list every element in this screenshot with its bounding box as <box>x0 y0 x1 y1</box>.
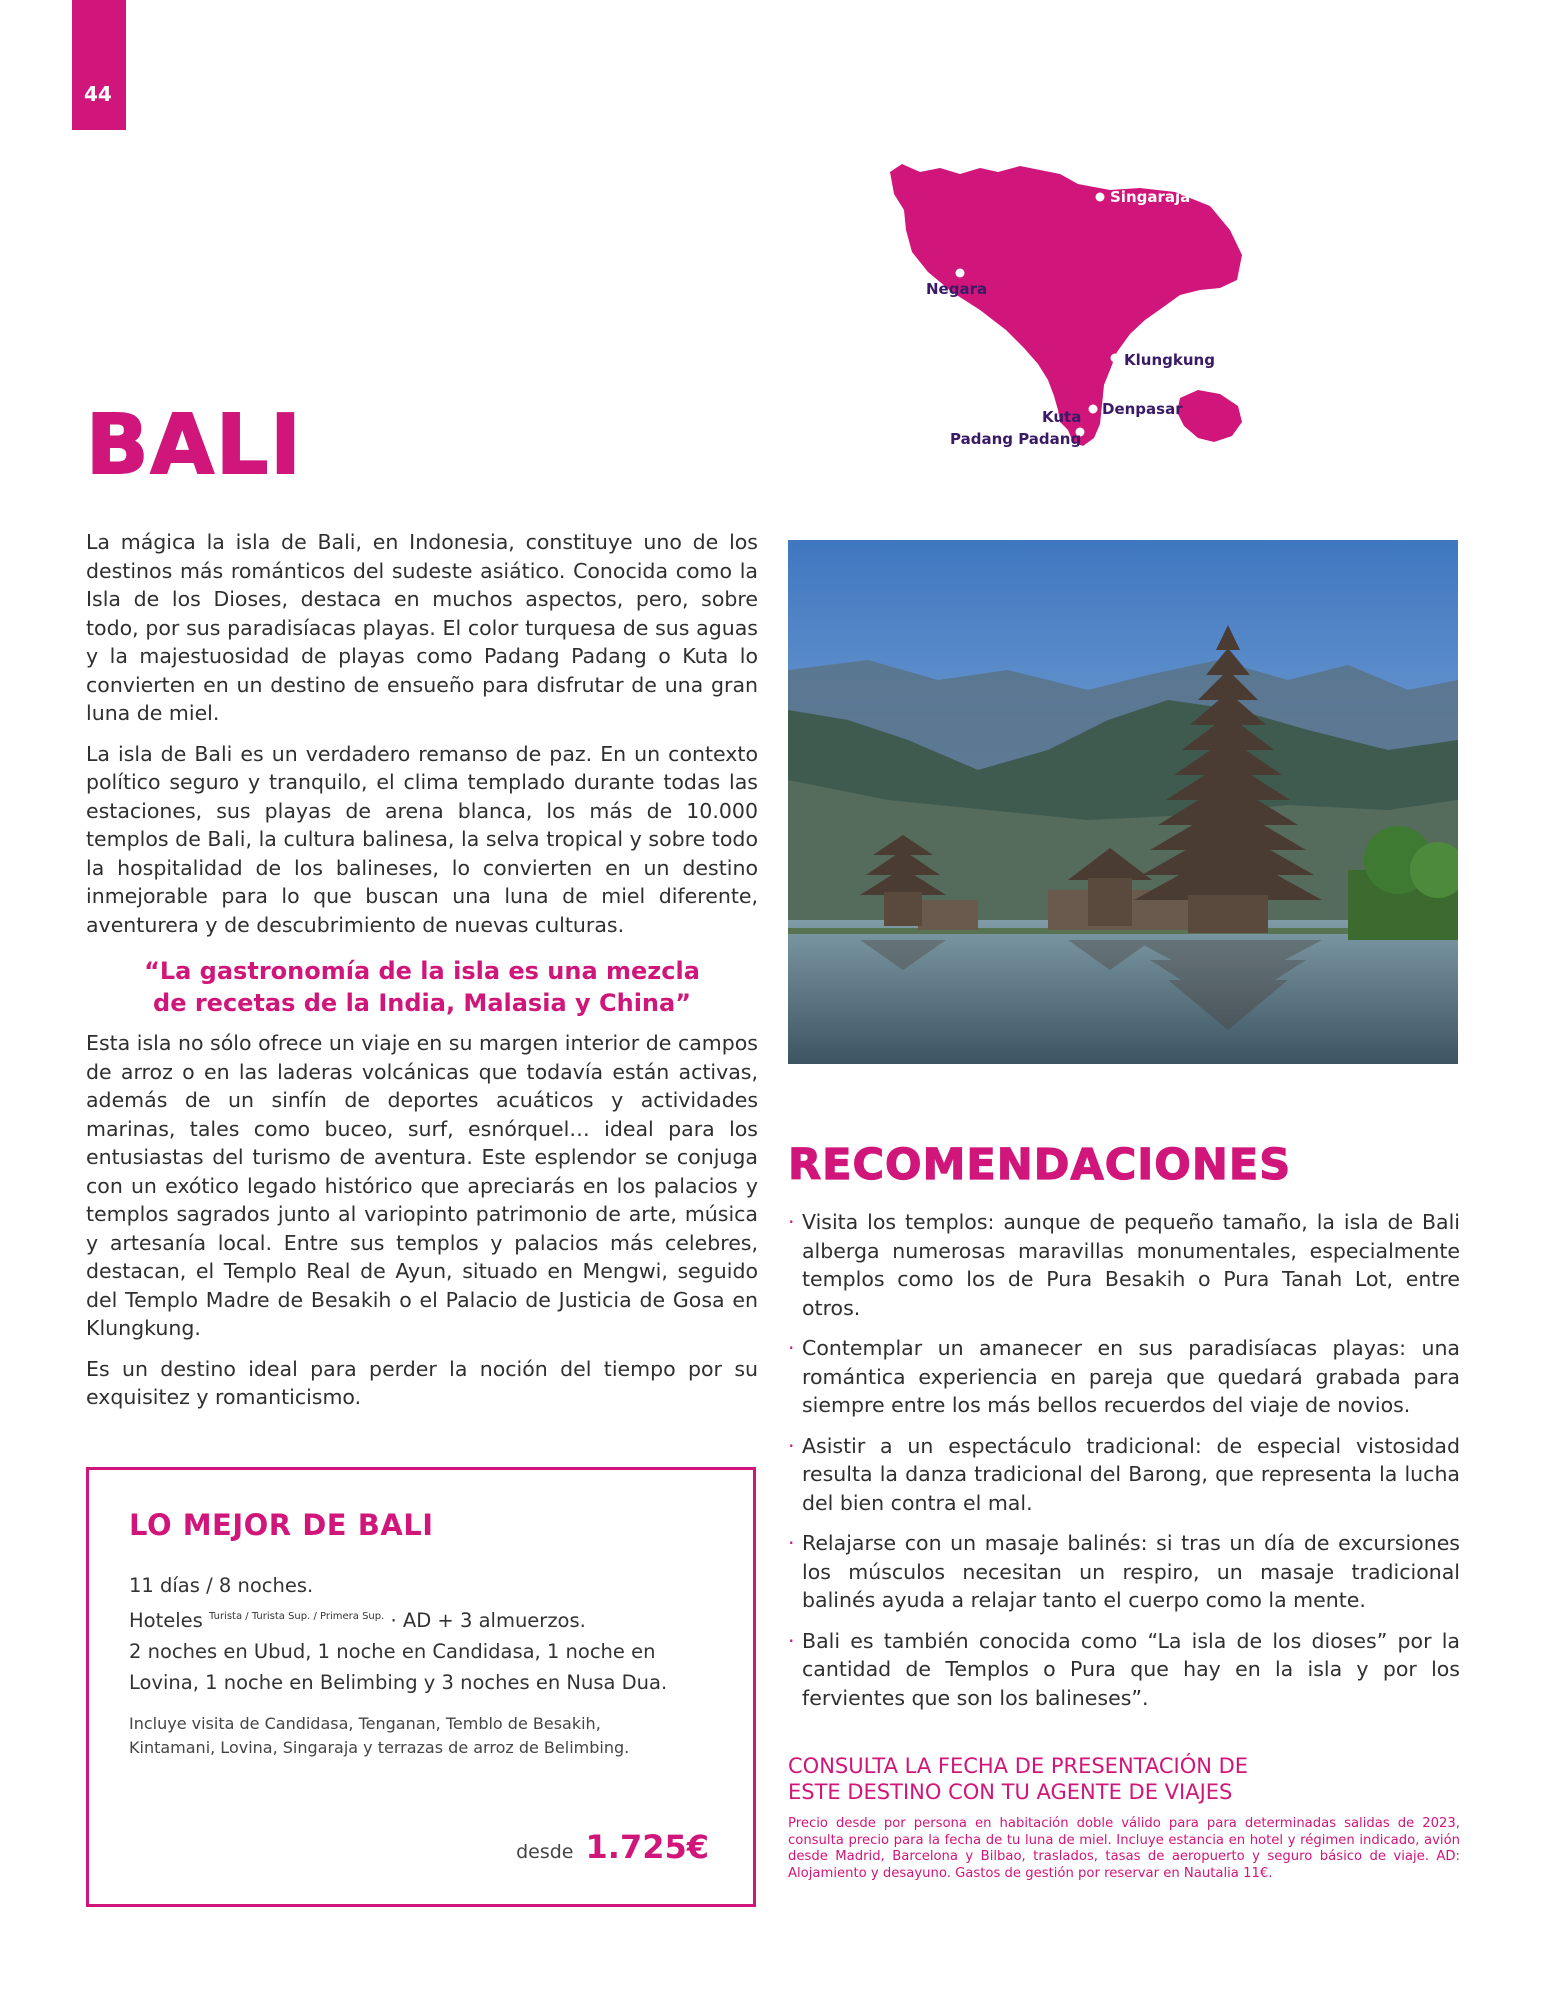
package-nights: 2 noches en Ubud, 1 noche en Candidasa, 1 noche en Lovina, 1 noche en Belimbing y 3 noches en Nusa Dua. <box>129 1640 668 1694</box>
package-title: LO MEJOR DE BALI <box>129 1508 434 1542</box>
package-details <box>129 1570 709 1698</box>
bullet-icon: · <box>788 1531 795 1555</box>
temple-photo <box>788 540 1458 1064</box>
bullet-icon: · <box>788 1210 795 1234</box>
consult-notice <box>788 1753 1460 1805</box>
intro-paragraph-3: Esta isla no sólo ofrece un viaje en su margen interior de campos de arroz o en las laderas volcánicas que todavía están activas, además de un sinfín de deportes acuáticos y actividades marinas, tales como buceo, surf, esnórquel… ideal para los entusiastas del turismo de aventura. Este esplendor se conjuga con un exótico legado histórico que apreciarás en los palacios y templos sagrados junto al variopinto patrimonio de arte, música y artesanía local. Entre sus templos y palacios más celebres, destacan, el Templo Real de Ayun, situado en Mengwi, seguido del Templo Madre de Besakih o el Palacio de Justicia de Gosa en Klungkung. <box>86 1031 758 1340</box>
package-duration: 11 días / 8 noches. <box>129 1574 314 1597</box>
price-amount: 1.725€ <box>585 1828 709 1866</box>
recommendation-item: · Contemplar un amanecer en sus paradisíacas playas: una romántica experiencia en pareja que quedará grabada para siempre entre los más bellos recuerdos del viaje de novios. <box>788 1336 1460 1417</box>
page-title: BALI <box>86 398 303 493</box>
map-label-negara: Negara <box>926 280 988 298</box>
intro-paragraph-1: La mágica la isla de Bali, en Indonesia, constituye uno de los destinos más románticos del sudeste asiático. Conocida como la Isla de los Dioses, destaca en muchos aspectos, pero, sobre todo, por sus paradisíacas playas. El color turquesa de sus aguas y la majestuosidad de playas como Padang Padang o Kuta lo convierten en un destino de ensueño para disfrutar de una gran luna de miel. <box>86 530 758 725</box>
intro-column <box>86 528 758 1424</box>
bullet-icon: · <box>788 1433 795 1458</box>
hotels-regime: · AD + 3 almuerzos. <box>390 1609 586 1632</box>
nusa-penida-shape <box>1177 390 1242 442</box>
map-label-singaraja: Singaraja <box>1110 188 1191 206</box>
package-hotels <box>129 1601 709 1636</box>
recommendations-title: RECOMENDACIONES <box>788 1140 1292 1190</box>
map-label-kuta: Kuta <box>1042 408 1082 426</box>
price-prefix: desde <box>516 1841 574 1863</box>
intro-paragraph-2: La isla de Bali es un verdadero remanso de paz. En un contexto político seguro y tranquilo, el clima templado durante todas las estaciones, sus playas de arena blanca, los más de 10.000 templos de Bali, la cultura balinesa, la selva tropical y sobre todo la hospitalidad de los balineses, lo convierten en un destino inmejorable para lo que buscan una luna de miel diferente, aventurera y de descubrimiento de nuevas culturas. <box>86 741 758 937</box>
fine-print: Precio desde por persona en habitación doble válido para para determinadas salidas de 2023, consulta precio para la fecha de tu luna de miel. Incluye estancia en hotel y régimen indicado, avión desde Madrid, Barcelona y Bilbao, traslados, tasas de aeropuerto y seguro básico de viaje. AD: Alojamiento y desayuno. Gastos de gestión por reservar en Nautalia 11€. <box>788 1816 1460 1881</box>
page-tab <box>72 0 126 130</box>
recommendation-item: · Relajarse con un masaje balinés: si tras un día de excursiones los músculos necesitan un respiro, un masaje tradicional balinés ayuda a relajar tanto el cuerpo como la mente. <box>788 1531 1460 1612</box>
bullet-icon: · <box>788 1336 795 1360</box>
hotels-categories: Turista / Turista Sup. / Primera Sup. <box>209 1611 385 1622</box>
bullet-icon: · <box>788 1628 795 1653</box>
map-label-padang-padang: Padang Padang <box>950 430 1082 448</box>
bali-map <box>880 160 1380 470</box>
temple-photo-illustration <box>788 540 1458 1064</box>
singaraja-marker <box>1096 193 1105 202</box>
pull-quote: “La gastronomía de la isla es una mezcla de recetas de la India, Malasia y China” <box>144 957 700 1017</box>
consult-line-1: CONSULTA LA FECHA DE PRESENTACIÓN DE <box>788 1754 1249 1778</box>
bali-map-svg <box>880 160 1380 470</box>
package-box <box>86 1467 756 1907</box>
recommendation-item: · Visita los templos: aunque de pequeño tamaño, la isla de Bali alberga numerosas maravillas monumentales, especialmente templos como los de Pura Besakih o Pura Tanah Lot, entre otros. <box>788 1210 1460 1320</box>
klungkung-marker <box>1111 354 1120 363</box>
denpasar-marker <box>1089 405 1098 414</box>
map-label-denpasar: Denpasar <box>1102 400 1183 418</box>
negara-marker <box>956 269 965 278</box>
recommendations-list <box>788 1208 1460 1724</box>
recommendation-item: · Bali es también conocida como “La isla de los dioses” por la cantidad de Templos o Pura que hay en la isla y por los fervientes que son los balineses”. <box>788 1628 1460 1710</box>
intro-paragraph-4: Es un destino ideal para perder la noción del tiempo por su exquisitez y romanticismo. <box>86 1356 758 1409</box>
consult-line-2: ESTE DESTINO CON TU AGENTE DE VIAJES <box>788 1780 1233 1804</box>
page-number: 44 <box>84 82 112 106</box>
hotels-label: Hoteles <box>129 1609 203 1632</box>
package-includes: Incluye visita de Candidasa, Tenganan, Temblo de Besakih, Kintamani, Lovina, Singaraja y terrazas de arroz de Belimbing. <box>129 1714 630 1757</box>
recommendation-item: · Asistir a un espectáculo tradicional: de especial vistosidad resulta la danza tradicional del Barong, que representa la lucha del bien contra el mal. <box>788 1433 1460 1515</box>
map-label-klungkung: Klungkung <box>1124 351 1215 369</box>
package-price <box>516 1828 709 1866</box>
